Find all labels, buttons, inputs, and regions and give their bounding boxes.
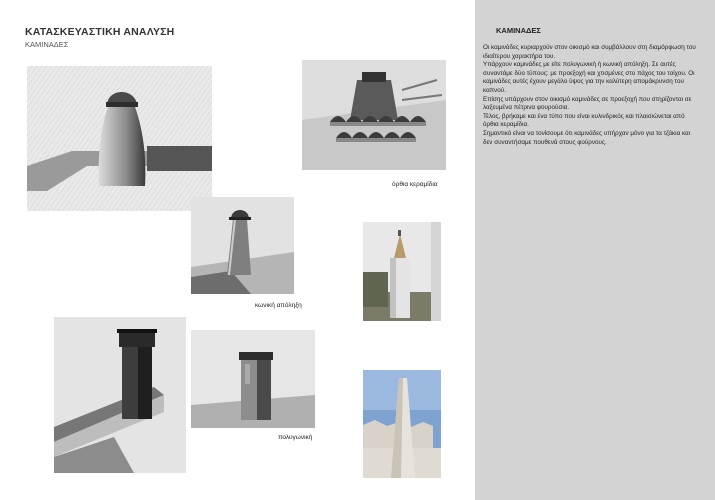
- side-text: [483, 44, 701, 147]
- sketch-chimney-polygonal: [191, 330, 315, 428]
- side-paragraph: Επίσης υπάρχουν στον οικισμό καμινάδες σε προεξοχή που στηρίζονται σε λαξευμένα πέτρινα φουρούσια.: [483, 95, 692, 112]
- photo-chimney-tapered: [363, 370, 441, 478]
- sketch-chimney-tiles: [302, 60, 446, 170]
- side-heading: ΚΑΜΙΝΑΔΕΣ: [496, 26, 541, 35]
- side-paragraph: Οι καμινάδες κυριαρχούν στον οικισμό και συμβάλλουν στη διαμόρφωση του ιδιαίτερου χαρακτήρα του.: [483, 44, 696, 60]
- sketch-chimney-large: [27, 66, 212, 211]
- photo-chimney-cylinder: [363, 222, 441, 321]
- caption-koniki: κωνική απόληξη: [255, 302, 302, 309]
- sketch-chimney-corbel: [54, 317, 186, 473]
- caption-polygoniki: πολυγωνική: [278, 434, 313, 441]
- page-title: ΚΑΤΑΣΚΕΥΑΣΤΙΚΗ ΑΝΑΛΥΣΗ: [25, 26, 175, 38]
- side-paragraph: Υπάρχουν καμινάδες με είτε πολυγωνική ή κωνική απόληξη. Σε αυτές συναντάμε δύο τύπους: με προεξοχή και χτισμένες στο πάχος του τοίχου. Οι καμινάδες αυτές έχουν μεγάλο ύψος για την καλύτερη απομάκρυνση του καπνού.: [483, 61, 695, 94]
- side-paragraph: Σημαντικό είναι να τονίσουμε ότι καμινάδες υπήρχαν μόνο για τα τζάκια και δεν συναντήσαμε πουθενά στους φούρνους.: [483, 129, 691, 146]
- page-subtitle: ΚΑΜΙΝΑΔΕΣ: [25, 40, 69, 49]
- caption-orthia: όρθια κεραμίδια: [392, 181, 438, 188]
- side-paragraph: Τέλος, βρήκαμε και ένα τύπο που είναι κυλινδρικός και πλαισιώνεται από όρθια κεραμίδια.: [483, 112, 685, 129]
- sketch-chimney-conical: [191, 197, 294, 294]
